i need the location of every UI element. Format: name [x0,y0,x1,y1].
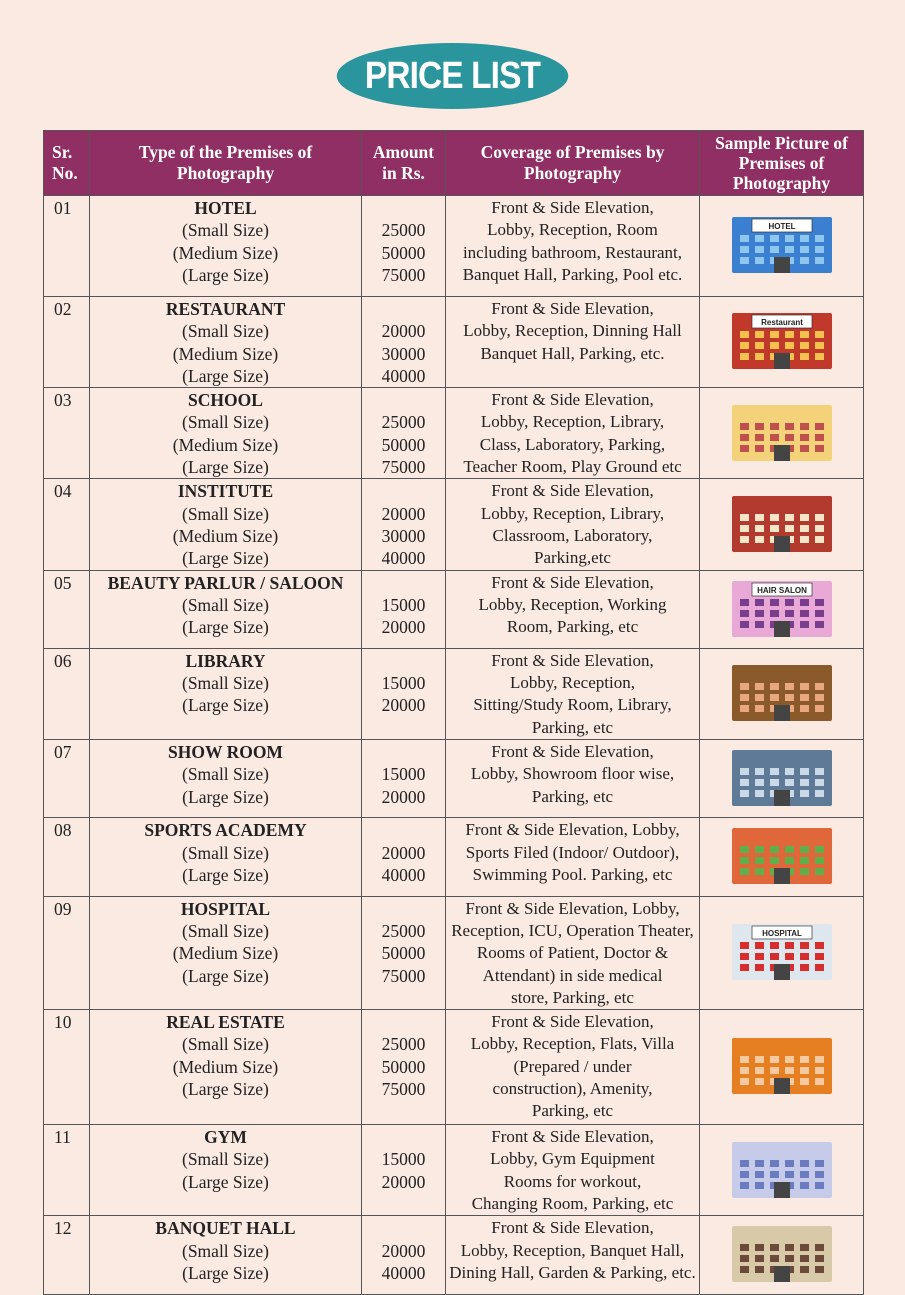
amounts [362,1125,446,1216]
premises-type [90,740,362,818]
amount-value: 20000 [381,842,426,863]
restaurant-building-icon [718,303,846,375]
coverage [446,1216,700,1294]
serial-number: 05 [44,570,90,648]
serial-number: 07 [44,740,90,818]
size-label: (Large Size) [182,1171,269,1192]
amount-value: 30000 [381,525,426,546]
sample-picture [700,1010,864,1125]
coverage-line: Sitting/Study Room, Library, [473,695,672,715]
coverage-line: Front & Side Elevation, [491,299,654,318]
spacer [362,1011,445,1033]
amount-value: 40000 [381,1262,426,1283]
amount-value: 15000 [381,764,426,785]
premises-name: GYM [204,1127,247,1148]
premises-type [90,570,362,648]
coverage-line: Banquet Hall, Parking, etc. [480,343,665,363]
header-coverage [446,131,700,196]
spacer [362,819,445,841]
coverage [446,479,700,570]
coverage-line: Lobby, Reception, Library, [480,412,665,432]
size-label: (Medium Size) [172,242,279,263]
premises-name: HOTEL [194,198,257,218]
coverage-line: store, Parking, etc [511,987,634,1007]
amount-value: 30000 [381,343,426,364]
svg-text:HOTEL: HOTEL [767,222,796,232]
size-label: (Medium Size) [172,343,279,364]
table-row [44,740,864,818]
amount-value: 20000 [381,1240,426,1261]
spacer [362,1217,445,1239]
coverage-line: Lobby, Reception, Room [487,220,658,240]
house-in-hands-icon [718,1028,846,1100]
coverage [446,570,700,648]
coverage-line: Front & Side Elevation, [491,572,654,592]
premises-name: BEAUTY PARLUR / SALOON [107,572,344,593]
coverage-line: Swimming Pool. Parking, etc [472,864,673,884]
amount-value: 40000 [381,548,426,569]
coverage-line: Lobby, Reception, [510,673,635,693]
spacer [362,389,445,411]
amount-value: 50000 [381,1056,426,1077]
header-text: Photography [523,163,622,183]
amount-value: 25000 [381,1034,426,1055]
hair-salon-icon [718,571,846,643]
table-row [44,896,864,1009]
table-row [44,196,864,297]
sample-picture [700,570,864,648]
size-label: (Small Size) [182,842,269,863]
coverage-line: including bathroom, Restaurant, [462,242,683,262]
size-label: (Medium Size) [172,1056,279,1077]
sample-picture [700,1216,864,1294]
amount-value: 25000 [381,412,426,433]
coverage-line: Banquet Hall, Parking, Pool etc. [462,264,683,284]
table-row [44,297,864,388]
coverage-line: Front & Side Elevation, [491,198,654,217]
school-building-icon [718,395,846,467]
size-label: (Medium Size) [172,434,279,455]
premises-type [90,479,362,570]
coverage [446,1010,700,1125]
amount-value: 50000 [381,434,426,455]
amount-value: 40000 [381,365,426,386]
banquet-hall-icon [718,1216,846,1288]
institute-building-icon [718,486,846,558]
size-label: (Small Size) [182,1034,269,1055]
spacer [362,197,445,219]
serial-number: 09 [44,896,90,1009]
spacer [362,898,445,920]
coverage-line: Parking, etc [531,786,614,806]
premises-type [90,297,362,388]
spacer [362,650,445,672]
showroom-icon [718,740,846,812]
coverage-line: Front & Side Elevation, [491,650,654,670]
amount-value: 50000 [381,242,426,263]
table-row [44,479,864,570]
price-list-title: PRICE LIST [337,43,568,109]
premises-type [90,648,362,739]
size-label: (Small Size) [182,503,269,524]
amount-value: 15000 [381,594,426,615]
coverage-line: Room, Parking, etc [506,617,639,637]
sample-picture [700,388,864,479]
amounts [362,479,446,570]
coverage-line: Classroom, Laboratory, [492,525,653,545]
table-row [44,388,864,479]
price-table [43,130,864,1295]
size-label: (Large Size) [182,617,269,638]
size-label: (Small Size) [182,764,269,785]
size-label: (Large Size) [182,786,269,807]
coverage-line: Lobby, Reception, Working [478,594,667,614]
amount-value: 75000 [381,457,426,478]
size-label: (Small Size) [182,1149,269,1170]
header-picture [700,131,864,196]
coverage [446,388,700,479]
coverage-line: Front & Side Elevation, [491,1218,654,1238]
amount-value: 15000 [381,1149,426,1170]
amount-value: 75000 [381,965,426,986]
gym-icon [718,1132,846,1204]
serial-number: 03 [44,388,90,479]
coverage-line: Dining Hall, Garden & Parking, etc. [449,1262,696,1282]
size-label: (Large Size) [182,1262,269,1283]
premises-name: HOSPITAL [180,898,271,919]
size-label: (Medium Size) [172,943,279,964]
amount-value: 20000 [381,617,426,638]
table-header-row [44,131,864,196]
hotel-building-icon [718,207,846,279]
size-label: (Small Size) [182,321,269,342]
amounts [362,388,446,479]
header-amount [362,131,446,196]
coverage [446,648,700,739]
size-label: (Small Size) [182,594,269,615]
spacer [362,572,445,594]
coverage-line: Sports Filed (Indoor/ Outdoor), [465,842,680,862]
amount-value: 50000 [381,943,426,964]
coverage-line: Front & Side Elevation, [491,481,654,501]
coverage-line: Lobby, Showroom floor wise, [470,764,675,784]
serial-number: 04 [44,479,90,570]
coverage-line: (Prepared / under [513,1056,632,1076]
header-text: No. [52,163,78,183]
header-text: Sr. [52,142,73,162]
header-text: Coverage of Premises by [480,142,665,162]
spacer [362,1126,445,1148]
coverage [446,818,700,896]
sample-picture [700,818,864,896]
premises-name: LIBRARY [185,650,266,671]
sample-picture [700,740,864,818]
amounts [362,818,446,896]
header-text: in Rs. [382,163,425,183]
premises-type [90,1125,362,1216]
svg-text:HOSPITAL: HOSPITAL [761,929,802,939]
size-label: (Large Size) [182,457,269,478]
size-label: (Large Size) [182,695,269,716]
sample-picture [700,1125,864,1216]
coverage-line: Front & Side Elevation, [491,390,654,410]
premises-type [90,1216,362,1294]
header-text: Photography [732,173,831,193]
coverage-line: Lobby, Reception, Library, [480,503,665,523]
header-sr [44,131,90,196]
coverage-line: Front & Side Elevation, [491,1127,654,1147]
coverage-line: Front & Side Elevation, [491,1012,654,1032]
serial-number: 11 [44,1125,90,1216]
coverage [446,196,700,297]
header-text: Sample Picture of [715,133,848,153]
size-label: (Medium Size) [172,525,279,546]
size-label: (Small Size) [182,1240,269,1261]
size-label: (Large Size) [182,548,269,569]
premises-type [90,1010,362,1125]
coverage-line: Class, Laboratory, Parking, [479,434,666,454]
amount-value: 20000 [381,695,426,716]
premises-name: INSTITUTE [177,481,274,502]
svg-text:HAIR SALON: HAIR SALON [756,585,807,595]
amount-value: 20000 [381,1171,426,1192]
table-row [44,1216,864,1294]
amounts [362,196,446,297]
size-label: (Large Size) [182,965,269,986]
coverage-line: Front & Side Elevation, [491,742,654,762]
coverage-line: Changing Room, Parking, etc [471,1194,674,1214]
sample-picture [700,479,864,570]
coverage-line: Front & Side Elevation, Lobby, [465,820,680,840]
size-label: (Small Size) [182,673,269,694]
sports-field-icon [718,818,846,890]
size-label: (Large Size) [182,1079,269,1100]
library-icon [718,655,846,727]
coverage-line: Parking, etc [531,1101,614,1121]
premises-name: BANQUET HALL [155,1218,296,1239]
size-label: (Large Size) [182,864,269,885]
coverage-line: Lobby, Gym Equipment [490,1149,655,1169]
coverage-line: Front & Side Elevation, Lobby, [465,898,680,918]
coverage [446,297,700,388]
table-row [44,648,864,739]
amount-value: 15000 [381,673,426,694]
svg-text:Restaurant: Restaurant [760,318,803,328]
coverage [446,896,700,1009]
table-row [44,1010,864,1125]
premises-name: RESTAURANT [165,299,286,319]
size-label: (Small Size) [182,920,269,941]
header-text: Amount [372,142,435,162]
serial-number: 12 [44,1216,90,1294]
amount-value: 40000 [381,864,426,885]
premises-name: SPORTS ACADEMY [144,820,307,841]
serial-number: 08 [44,818,90,896]
coverage-line: Teacher Room, Play Ground etc [463,457,682,477]
header-text: Type of the Premises of [138,142,313,162]
premises-type [90,388,362,479]
table-row [44,570,864,648]
header-type [90,131,362,196]
premises-name: SCHOOL [188,390,263,411]
amounts [362,570,446,648]
coverage-line: Parking, etc [531,717,614,737]
table-body [44,196,864,1295]
amounts [362,297,446,388]
coverage-line: Rooms of Patient, Doctor & [476,943,669,963]
coverage-line: Attendant) in side medical [482,965,663,985]
coverage-line: Parking,etc [534,548,611,568]
coverage-line: construction), Amenity, [492,1079,653,1099]
coverage-line: Lobby, Reception, Flats, Villa [470,1034,675,1054]
sample-picture [700,297,864,388]
sample-picture [700,896,864,1009]
serial-number: 02 [44,297,90,388]
premises-name: REAL ESTATE [166,1012,285,1033]
amount-value: 25000 [381,920,426,941]
sample-picture [700,648,864,739]
premises-name: SHOW ROOM [168,742,283,763]
amounts [362,1010,446,1125]
amount-value: 20000 [381,503,426,524]
amount-value: 75000 [381,264,426,285]
premises-type [90,896,362,1009]
header-text: Premises of [738,153,825,173]
hospital-icon [718,914,846,986]
spacer [362,298,445,320]
amounts [362,648,446,739]
coverage-line: Rooms for workout, [503,1171,642,1191]
size-label: (Large Size) [182,365,269,386]
amount-value: 25000 [381,220,426,241]
amount-value: 20000 [381,321,426,342]
spacer [362,741,445,763]
coverage-line: Lobby, Reception, Banquet Hall, [460,1240,685,1260]
coverage-line: Reception, ICU, Operation Theater, [451,920,694,940]
coverage [446,1125,700,1216]
amount-value: 20000 [381,786,426,807]
amounts [362,740,446,818]
serial-number: 10 [44,1010,90,1125]
coverage-line: Lobby, Reception, Dinning Hall [463,321,682,341]
header-text: Photography [176,163,275,183]
premises-type [90,818,362,896]
sample-picture [700,196,864,297]
amounts [362,1216,446,1294]
size-label: (Large Size) [182,264,269,285]
serial-number: 01 [44,196,90,297]
amounts [362,896,446,1009]
size-label: (Small Size) [182,412,269,433]
amount-value: 75000 [381,1079,426,1100]
table-row [44,818,864,896]
table-row [44,1125,864,1216]
spacer [362,480,445,502]
coverage [446,740,700,818]
premises-type [90,196,362,297]
size-label: (Small Size) [182,220,269,241]
serial-number: 06 [44,648,90,739]
